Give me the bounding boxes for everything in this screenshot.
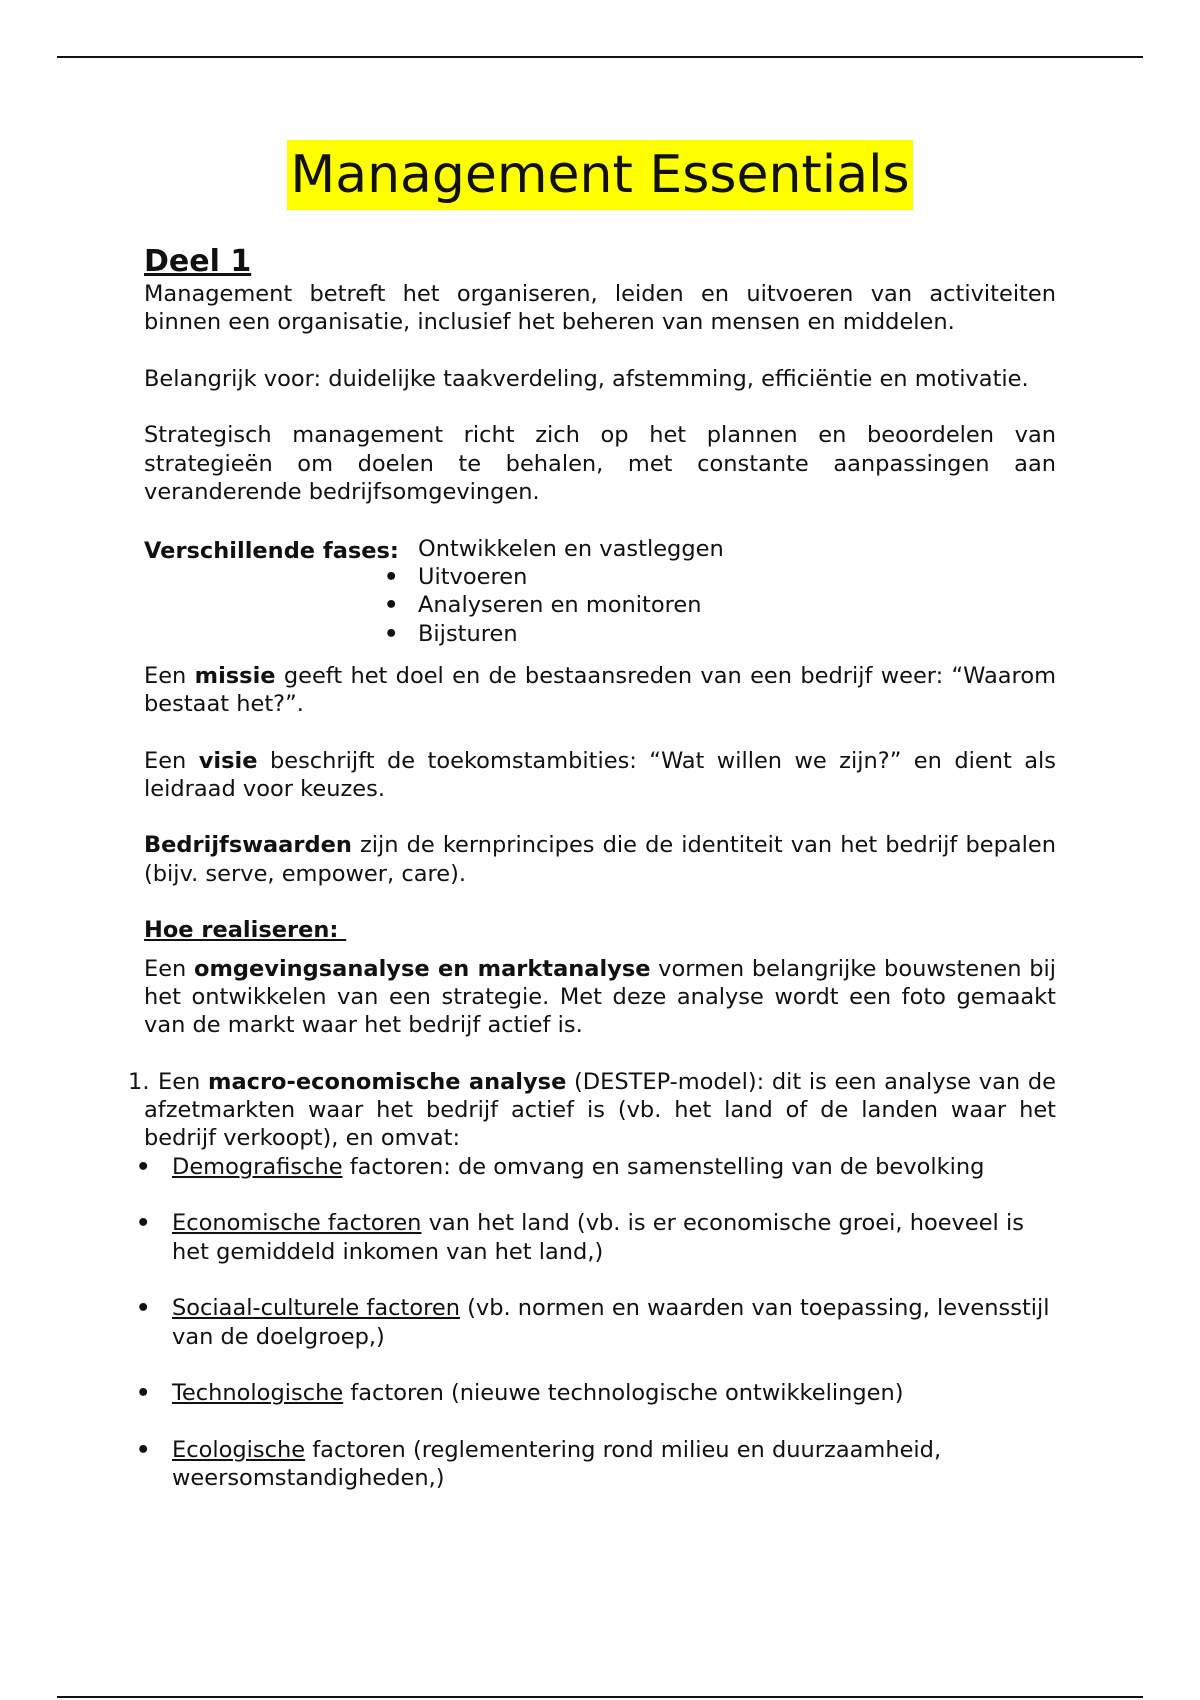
phases-list [418, 563, 701, 648]
destep-factors-list [144, 1153, 1056, 1493]
factor-item: • Demografische factoren: de omvang en samenstelling van de bevolking [144, 1153, 1056, 1181]
factor-item: • Technologische factoren (nieuwe technologische ontwikkelingen) [144, 1379, 1056, 1407]
bottom-rule [57, 1696, 1143, 1698]
realiseren-heading: Hoe realiseren: [144, 917, 347, 944]
phase-item: • Uitvoeren [418, 563, 701, 591]
paragraph-missie: Een missie geeft het doel en de bestaansreden van een bedrijf weer: “Waarom bestaat het?”. [144, 662, 1056, 717]
paragraph-belangrijk: Belangrijk voor: duidelijke taakverdeling, afstemming, efficiëntie en motivatie. [144, 365, 1029, 392]
top-rule [57, 56, 1143, 58]
visie-term: visie [198, 747, 258, 774]
macro-term: macro-economische analyse [208, 1068, 567, 1095]
missie-term: missie [194, 662, 276, 689]
document-body [128, 244, 1056, 1492]
waarden-term: Bedrijfswaarden [144, 832, 352, 859]
phases-label: Verschillende fases: [144, 537, 399, 564]
title-wrapper [0, 140, 1200, 210]
omgevingsanalyse-term: omgevingsanalyse en marktanalyse [194, 955, 651, 982]
paragraph-strategisch: Strategisch management richt zich op het plannen en beoordelen van strategieën om doelen te behalen, met constante aanpassingen aan veranderende bedrijfsomgevingen. [144, 422, 1056, 506]
phase-first: Ontwikkelen en vastleggen [418, 535, 724, 562]
phase-item: • Bijsturen [418, 620, 701, 648]
document-title: Management Essentials [287, 140, 912, 210]
factor-item: • Economische factoren van het land (vb. is er economische groei, hoeveel is het gemiddeld inkomen van het land,) [144, 1209, 1056, 1266]
section-heading: Deel 1 [144, 244, 252, 279]
paragraph-omgevingsanalyse: Een omgevingsanalyse en marktanalyse vormen belangrijke bouwstenen bij het ontwikkelen van een strategie. Met deze analyse wordt een foto gemaakt van de markt waar het bedrijf actief is. [144, 955, 1056, 1039]
paragraph-bedrijfswaarden: Bedrijfswaarden zijn de kernprincipes die de identiteit van het bedrijf bepalen (bijv. serve, empower, care). [144, 832, 1056, 887]
phase-item: • Analyseren en monitoren [418, 591, 701, 619]
factor-item: • Ecologische factoren (reglementering rond milieu en duurzaamheid, weersomstandigheden,) [144, 1436, 1056, 1493]
paragraph-management: Management betreft het organiseren, leiden en uitvoeren van activiteiten binnen een organisatie, inclusief het beheren van mensen en middelen. [144, 281, 1056, 336]
factor-item: • Sociaal-culturele factoren (vb. normen en waarden van toepassing, levensstijl van de doelgroep,) [144, 1294, 1056, 1351]
list-number: 1. [128, 1068, 150, 1095]
numbered-item-macro: 1. Een macro-economische analyse (DESTEP-model): dit is een analyse van de afzetmarkten waar het bedrijf actief is (vb. het land of de landen waar het bedrijf verkoopt), en omvat: [128, 1068, 1056, 1152]
phases-block [144, 535, 1056, 648]
paragraph-visie: Een visie beschrijft de toekomstambities: “Wat willen we zijn?” en dient als leidraad voor keuzes. [144, 747, 1056, 802]
